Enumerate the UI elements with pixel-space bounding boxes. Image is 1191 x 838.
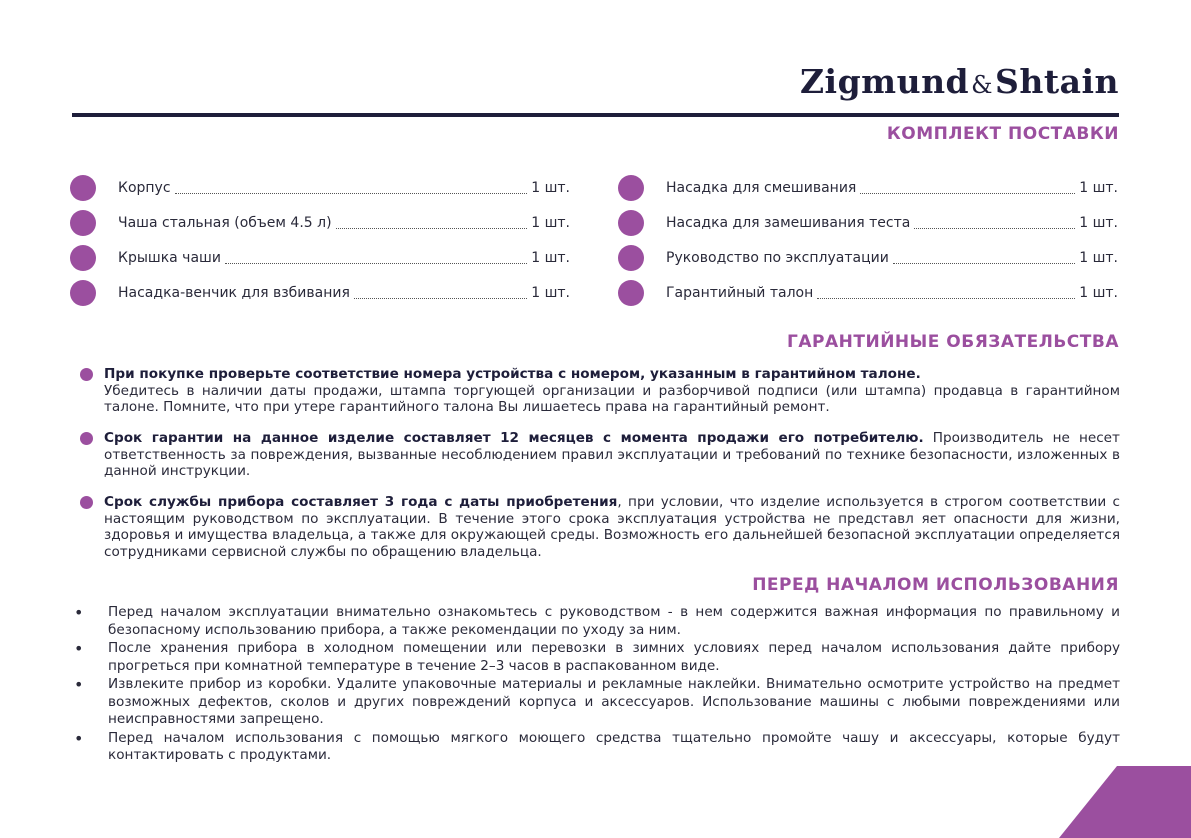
bullet-dot-icon — [70, 280, 96, 306]
kit-item — [618, 240, 1118, 275]
kit-item — [70, 205, 570, 240]
bullet-dot-icon — [80, 368, 93, 381]
kit-item-name: Насадка-венчик для взбивания — [118, 284, 350, 301]
kit-section-title: КОМПЛЕКТ ПОСТАВКИ — [886, 124, 1119, 144]
kit-item — [70, 275, 570, 310]
kit-item-name: Насадка для замешивания теста — [666, 214, 911, 231]
corner-decoration — [1059, 766, 1191, 838]
kit-item-name: Насадка для смешивания — [666, 179, 857, 196]
list-item: • После хранения прибора в холодном помещении или перевозки в зимних условиях перед началом использования дайте прибору прогреться при комнатной температуре в течение 2–3 часов в распакованном виде. — [74, 640, 1120, 675]
kit-item-qty: 1 шт. — [531, 284, 570, 301]
dotted-leader — [860, 181, 1075, 194]
warranty-item — [80, 430, 1120, 480]
before-use-list — [74, 604, 1120, 766]
kit-item-qty: 1 шт. — [531, 214, 570, 231]
kit-list-left — [70, 170, 570, 310]
dotted-leader — [354, 286, 527, 299]
dotted-leader — [175, 181, 528, 194]
kit-item-qty: 1 шт. — [531, 249, 570, 266]
kit-item — [618, 170, 1118, 205]
bullet-dot-icon — [70, 175, 96, 201]
dotted-leader — [336, 216, 528, 229]
kit-item-name: Гарантийный талон — [666, 284, 814, 301]
list-item: • Перед началом эксплуатации внимательно ознакомьтесь с руководством - в нем содержится важная информация по правильному и безопасному использованию прибора, а также рекомендации по уходу за ним. — [74, 604, 1120, 639]
warranty-item-heading: Срок гарантии на данное изделие составляет 12 месяцев с момента продажи его потребителю. — [104, 430, 924, 446]
list-item: • Перед началом использования с помощью мягкого моющего средства тщательно промойте чашу и аксессуары, которые будут контактировать с продуктами. — [74, 730, 1120, 765]
before-use-section-title: ПЕРЕД НАЧАЛОМ ИСПОЛЬЗОВАНИЯ — [752, 575, 1119, 595]
brand-ampersand: & — [971, 71, 994, 99]
kit-item-name: Корпус — [118, 179, 171, 196]
kit-item — [70, 240, 570, 275]
bullet-dot-icon — [80, 432, 93, 445]
dotted-leader — [914, 216, 1075, 229]
header-divider — [72, 113, 1119, 117]
warranty-item — [80, 494, 1120, 560]
warranty-item-heading: При покупке проверьте соответствие номера устройства с номером, указанным в гарантийном талоне. — [104, 366, 921, 382]
bullet-dot-icon — [618, 210, 644, 236]
warranty-item — [80, 366, 1120, 416]
kit-list-right — [618, 170, 1118, 310]
warranty-item-text: Убедитесь в наличии даты продажи, штампа торгующей организации и разборчивой подписи (или штампа) продавца в гарантийном талоне. Помните, что при утере гарантийного талона Вы лишаетесь права на гарантийный ремонт. — [104, 382, 1120, 415]
kit-item-qty: 1 шт. — [1079, 284, 1118, 301]
dotted-leader — [817, 286, 1075, 299]
brand-name-right: Shtain — [995, 62, 1119, 101]
kit-item — [618, 205, 1118, 240]
list-item: • Извлеките прибор из коробки. Удалите упаковочные материалы и рекламные наклейки. Внимательно осмотрите устройство на предмет возможных дефектов, сколов и других повреждений корпуса и аксессуаров. Использование машины с любыми повреждениями или неисправностями запрещено. — [74, 676, 1120, 729]
kit-item — [618, 275, 1118, 310]
kit-item-name: Чаша стальная (объем 4.5 л) — [118, 214, 332, 231]
brand-name-left: Zigmund — [799, 62, 970, 101]
kit-item-name: Руководство по эксплуатации — [666, 249, 889, 266]
warranty-item-text: Производитель не несет ответственность за повреждения, вызванные несоблюдением правил эксплуатации и требований по технике безопасности, изложенных в данной инструкции. — [104, 430, 1120, 479]
bullet-dot-icon — [618, 280, 644, 306]
bullet-dot-icon — [70, 210, 96, 236]
bullet-dot-icon — [618, 245, 644, 271]
kit-item-name: Крышка чаши — [118, 249, 221, 266]
dotted-leader — [225, 251, 527, 264]
kit-item-qty: 1 шт. — [1079, 249, 1118, 266]
brand-logo — [800, 62, 1119, 101]
warranty-item-heading: Срок службы прибора составляет 3 года с даты приобретения — [104, 494, 618, 510]
dotted-leader — [893, 251, 1075, 264]
bullet-dot-icon — [70, 245, 96, 271]
warranty-section-title: ГАРАНТИЙНЫЕ ОБЯЗАТЕЛЬСТВА — [787, 332, 1119, 352]
kit-item — [70, 170, 570, 205]
warranty-item-text: , при условии, что изделие используется в строгом соответствии с настоящим руководством по эксплуатации. В течение этого срока эксплуатация устройства не представл яет опасности для жизни, здоровья и имущества владельца, а также для окружающей среды. Возможность его дальнейшей безопасной эксплуатации определяется сотрудниками сервисной службы по обращению владельца. — [104, 494, 1121, 560]
kit-item-qty: 1 шт. — [1079, 179, 1118, 196]
bullet-dot-icon — [618, 175, 644, 201]
bullet-dot-icon — [80, 496, 93, 509]
kit-item-qty: 1 шт. — [1079, 214, 1118, 231]
kit-item-qty: 1 шт. — [531, 179, 570, 196]
